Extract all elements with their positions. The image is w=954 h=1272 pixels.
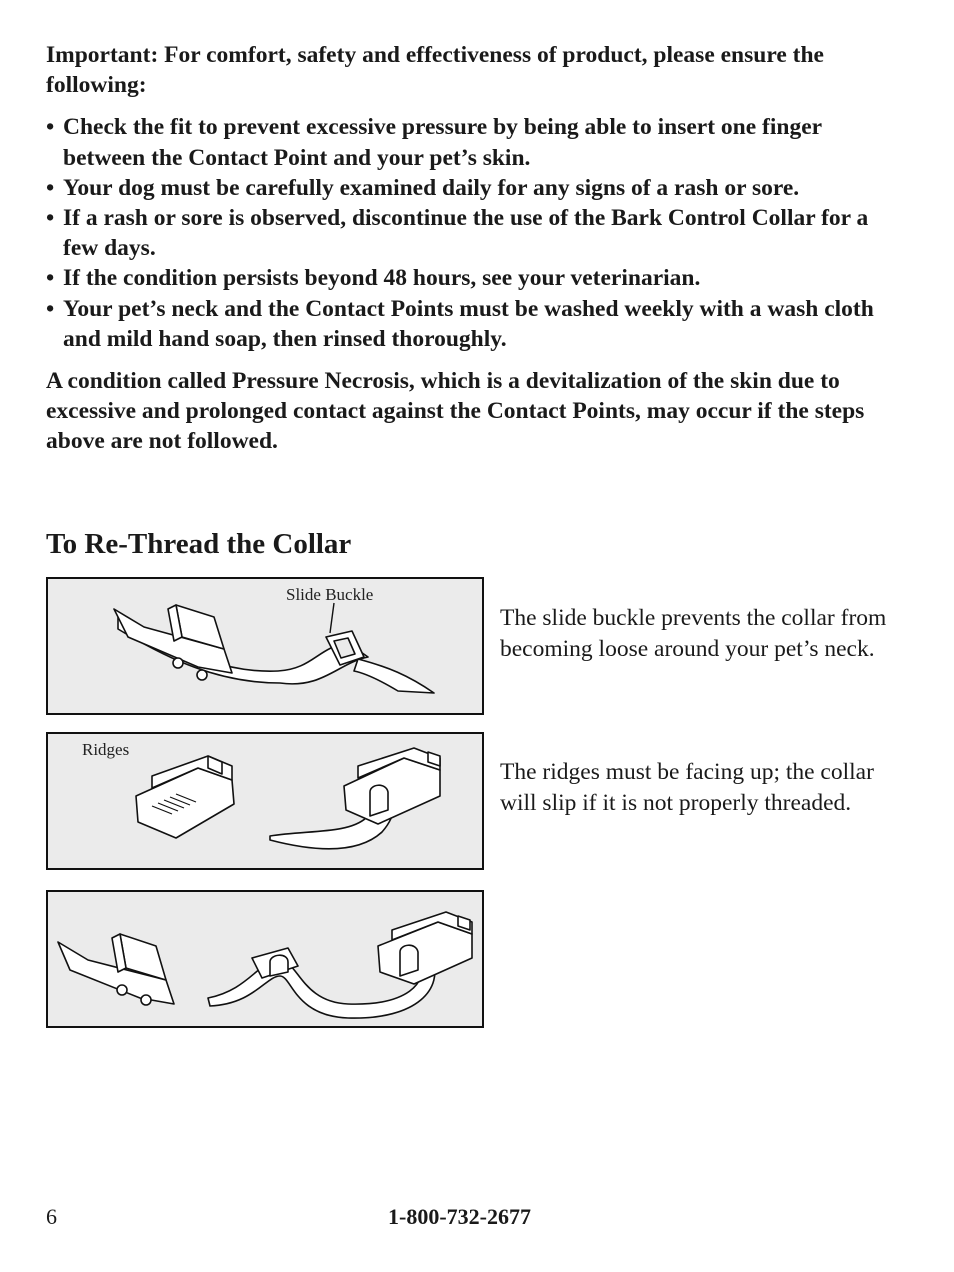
important-intro: Important: For comfort, safety and effectiveness of product, please ensure the following: — [46, 42, 824, 99]
bullet-check-fit: • Check the fit to prevent excessive pressure by being able to insert one finger between the Contact Point and your pet’s skin. — [46, 112, 908, 172]
slide-buckle-description: The slide buckle prevents the collar from becoming loose around your pet’s neck. — [500, 605, 887, 662]
slide-buckle-label: Slide Buckle — [286, 585, 374, 604]
safety-bullet-list — [46, 112, 908, 354]
slide-buckle-illustration — [48, 579, 482, 713]
bullet-wash-weekly: • Your pet’s neck and the Contact Points must be washed weekly with a wash cloth and mild hand soap, then rinsed thoroughly. — [46, 294, 908, 354]
section-title: To Re-Thread the Collar — [46, 528, 352, 560]
support-phone-number: 1-800-732-2677 — [388, 1204, 531, 1229]
pressure-necrosis-warning: A condition called Pressure Necrosis, which is a devitalization of the skin due to excessive and prolonged contact against the Contact Points, may occur if the steps above are not followed. — [46, 368, 865, 455]
ridges-label: Ridges — [82, 740, 130, 759]
bullet-discontinue-use: • If a rash or sore is observed, discontinue the use of the Bark Control Collar for a few days. — [46, 203, 908, 263]
figure-slide-buckle — [46, 577, 484, 715]
important-section — [46, 40, 908, 457]
ridges-description: The ridges must be facing up; the collar will slip if it is not properly threaded. — [500, 759, 874, 816]
bullet-see-veterinarian: • If the condition persists beyond 48 hours, see your veterinarian. — [46, 263, 908, 293]
figure-threaded-collar — [46, 890, 484, 1028]
figure-ridges — [46, 732, 484, 870]
bullet-examine-daily: • Your dog must be carefully examined daily for any signs of a rash or sore. — [46, 173, 908, 203]
threaded-collar-illustration — [48, 892, 482, 1026]
page-number: 6 — [46, 1204, 57, 1229]
